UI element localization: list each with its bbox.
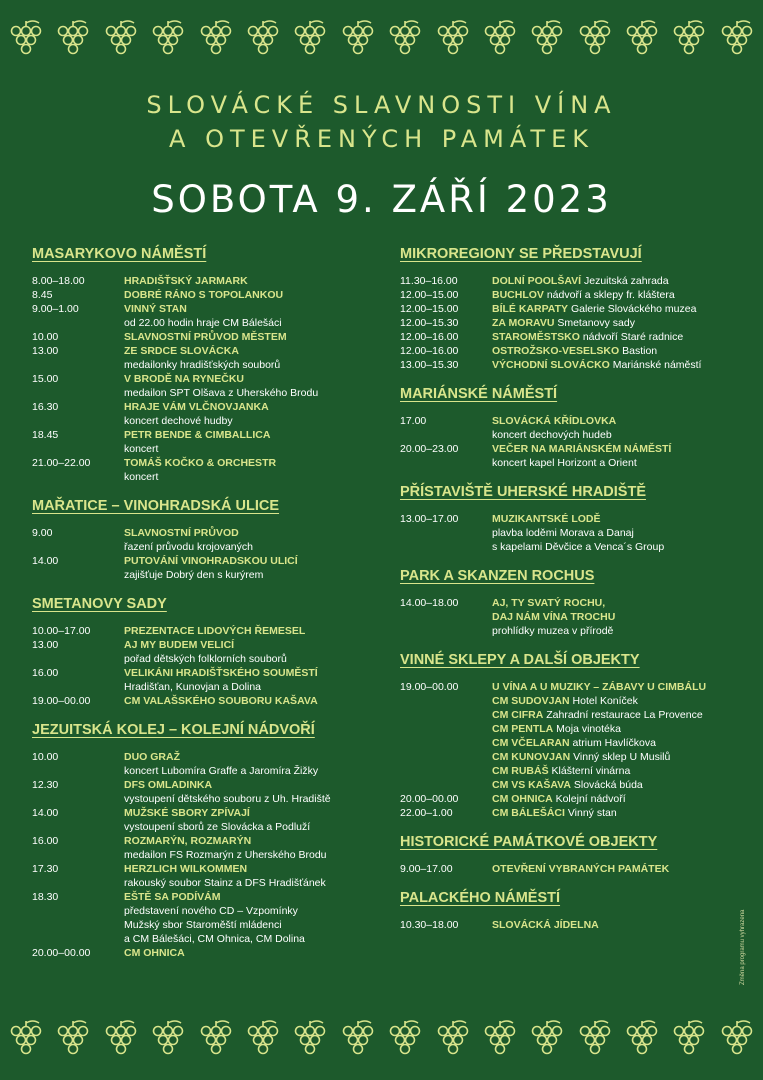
grape-icon	[385, 1019, 425, 1061]
event-note: plavba loděmi Morava a Danaj	[492, 527, 634, 539]
event-name: CM SUDOVJAN	[492, 695, 570, 707]
event-line	[124, 414, 377, 428]
event-line	[124, 288, 377, 302]
program-event	[400, 512, 735, 554]
program-section	[32, 244, 377, 484]
event-line	[492, 414, 735, 428]
event-line	[492, 862, 735, 876]
event-time: 13.00–15.30	[400, 359, 459, 371]
program-event	[400, 442, 735, 470]
event-name: OTEVŘENÍ VYBRANÝCH PAMÁTEK	[492, 863, 670, 875]
event-name: HERZLICH WILKOMMEN	[124, 863, 248, 875]
grape-icon	[196, 1019, 236, 1061]
grape-icon	[717, 1019, 757, 1061]
grape-icon	[527, 1019, 567, 1061]
event-line	[124, 372, 377, 386]
grape-icon	[433, 1019, 473, 1061]
event-line	[124, 316, 377, 330]
event-line	[124, 344, 377, 358]
event-name: DFS OMLADINKA	[124, 779, 213, 791]
event-line	[492, 694, 735, 708]
event-line	[492, 722, 735, 736]
event-time: 13.00	[32, 345, 59, 357]
event-name: PREZENTACE LIDOVÝCH ŘEMESEL	[124, 625, 306, 637]
grape-icon	[338, 19, 378, 61]
grape-icon	[6, 1019, 46, 1061]
event-line	[124, 750, 377, 764]
event-line	[124, 890, 377, 904]
event-line	[492, 274, 735, 288]
program-column-right	[400, 244, 735, 944]
grape-icon	[527, 19, 567, 61]
program-section	[400, 384, 735, 470]
event-line	[124, 652, 377, 666]
event-line	[492, 918, 735, 932]
event-name: SLOVÁCKÁ JÍDELNA	[492, 919, 599, 931]
event-time: 9.00	[32, 527, 53, 539]
event-line	[492, 358, 735, 372]
event-line	[124, 918, 377, 932]
event-line	[492, 302, 735, 316]
event-note: koncert Lubomíra Graffe a Jaromíra Žižky	[124, 765, 319, 777]
event-note: vystoupení sborů ze Slovácka a Podluží	[124, 821, 311, 833]
event-note: medailon SPT Olšava z Uherského Brodu	[124, 387, 319, 399]
event-note: koncert	[124, 471, 159, 483]
event-name: DUO GRAŽ	[124, 751, 180, 763]
program-event	[400, 792, 735, 806]
event-line	[124, 680, 377, 694]
event-line	[492, 624, 735, 638]
event-note: atrium Havlíčkova	[572, 737, 656, 749]
program-event	[32, 946, 377, 960]
event-line	[492, 344, 735, 358]
program-section	[32, 720, 377, 960]
event-time: 20.00–00.00	[32, 947, 91, 959]
event-name: ZE SRDCE SLOVÁCKA	[124, 345, 239, 357]
program-event	[400, 274, 735, 288]
program-event	[32, 638, 377, 666]
event-note: Vinný sklep U Musilů	[573, 751, 671, 763]
event-line	[492, 596, 735, 610]
grape-icon	[148, 1019, 188, 1061]
event-name: CM BÁLEŠÁCI	[492, 807, 565, 819]
event-note: Galerie Slováckého muzea	[570, 303, 697, 315]
event-name: ZA MORAVU	[492, 317, 555, 329]
section-title: SMETANOVY SADY	[32, 596, 167, 612]
event-name: V BRODĚ NA RYNEČKU	[124, 373, 244, 385]
event-name: VINNÝ STAN	[124, 303, 187, 315]
event-time: 18.45	[32, 429, 59, 441]
grape-icon	[53, 1019, 93, 1061]
event-line	[124, 932, 377, 946]
grape-icon	[290, 1019, 330, 1061]
program-event	[400, 358, 735, 372]
event-line	[124, 876, 377, 890]
event-name: EŠTĚ SA PODÍVÁM	[124, 891, 221, 903]
event-time: 14.00–18.00	[400, 597, 459, 609]
event-name: SLOVÁCKÁ KŘÍDLOVKA	[492, 415, 617, 427]
event-note: nádvoří Staré radnice	[582, 331, 684, 343]
event-line	[124, 330, 377, 344]
section-title: MIKROREGIONY SE PŘEDSTAVUJÍ	[400, 246, 642, 262]
event-name: PUTOVÁNÍ VINOHRADSKOU ULICÍ	[124, 555, 298, 567]
event-time: 10.30–18.00	[400, 919, 459, 931]
program-section	[400, 482, 735, 554]
grape-icon	[53, 19, 93, 61]
event-line	[124, 400, 377, 414]
event-line	[492, 512, 735, 526]
event-time: 9.00–17.00	[400, 863, 453, 875]
event-note: Mužský sbor Staroměští mládenci	[124, 919, 282, 931]
event-line	[124, 834, 377, 848]
program-event	[32, 694, 377, 708]
event-line	[124, 568, 377, 582]
event-note: koncert	[124, 443, 159, 455]
event-line	[492, 330, 735, 344]
event-name: VELIKÁNI HRADIŠŤSKÉHO SOUMĚSTÍ	[124, 667, 318, 679]
section-title: PALACKÉHO NÁMĚSTÍ	[400, 890, 561, 906]
event-note: Slovácká búda	[573, 779, 643, 791]
section-title: HISTORICKÉ PAMÁTKOVÉ OBJEKTY	[400, 834, 658, 850]
program-event	[32, 274, 377, 288]
event-name: CM VALAŠSKÉHO SOUBORU KAŠAVA	[124, 695, 318, 707]
event-line	[124, 540, 377, 554]
program-event	[400, 680, 735, 792]
program-section	[400, 244, 735, 372]
section-title: MASARYKOVO NÁMĚSTÍ	[32, 246, 207, 262]
event-name: OSTROŽSKO-VESELSKO	[492, 345, 620, 357]
grape-icon	[433, 19, 473, 61]
grape-icon	[101, 19, 141, 61]
grape-icon	[717, 19, 757, 61]
event-time: 12.30	[32, 779, 59, 791]
event-note: Vinný stan	[567, 807, 617, 819]
event-line	[124, 806, 377, 820]
event-note: Hradišťan, Kunovjan a Dolina	[124, 681, 262, 693]
event-note: koncert kapel Horizont a Orient	[492, 457, 637, 469]
event-name: BUCHLOV	[492, 289, 544, 301]
event-note: vystoupení dětského souboru z Uh. Hradiště	[124, 793, 331, 805]
event-note: nádvoří a sklepy fr. kláštera	[546, 289, 675, 301]
event-line	[492, 442, 735, 456]
program-event	[32, 750, 377, 778]
event-time: 10.00	[32, 331, 59, 343]
event-note: řazení průvodu krojovaných	[124, 541, 253, 553]
event-time: 10.00	[32, 751, 59, 763]
event-time: 9.00–1.00	[32, 303, 79, 315]
event-time: 12.00–16.00	[400, 331, 459, 343]
event-name: SLAVNOSTNÍ PRŮVOD MĚSTEM	[124, 331, 287, 343]
event-time: 12.00–15.00	[400, 289, 459, 301]
event-name: VEČER NA MARIÁNSKÉM NÁMĚSTÍ	[492, 443, 672, 455]
program-event	[400, 330, 735, 344]
grape-icon	[196, 19, 236, 61]
event-note: Hotel Koníček	[572, 695, 638, 707]
event-time: 21.00–22.00	[32, 457, 91, 469]
event-note: představení nového CD – Vzpomínky	[124, 905, 298, 917]
event-line	[124, 946, 377, 960]
poster-title	[0, 88, 763, 156]
event-name: BÍLÉ KARPATY	[492, 303, 569, 315]
event-time: 8.45	[32, 289, 53, 301]
event-name: CM OHNICA	[124, 947, 185, 959]
program-event	[400, 288, 735, 302]
grape-icon	[622, 19, 662, 61]
event-line	[492, 428, 735, 442]
event-time: 12.00–15.30	[400, 317, 459, 329]
event-name: CM CIFRA	[492, 709, 544, 721]
event-line	[492, 316, 735, 330]
event-line	[124, 442, 377, 456]
title-line-2: A OTEVŘENÝCH PAMÁTEK	[169, 125, 594, 153]
program-event	[400, 806, 735, 820]
event-name: CM OHNICA	[492, 793, 553, 805]
event-line	[124, 470, 377, 484]
event-note: koncert dechových hudeb	[492, 429, 612, 441]
event-line	[124, 624, 377, 638]
event-note: rakouský soubor Stainz a DFS Hradišťánek	[124, 877, 326, 889]
event-line	[124, 638, 377, 652]
event-name: AJ, TY SVATÝ ROCHU,	[492, 597, 606, 609]
program-event	[32, 372, 377, 400]
program-event	[32, 330, 377, 344]
grape-icon	[243, 19, 283, 61]
grape-icon	[290, 19, 330, 61]
event-time: 16.30	[32, 401, 59, 413]
event-line	[124, 792, 377, 806]
grape-border-top	[0, 10, 763, 70]
event-line	[492, 778, 735, 792]
event-note: Klášterní vinárna	[551, 765, 631, 777]
grape-icon	[575, 19, 615, 61]
program-section	[400, 650, 735, 820]
event-name: U VÍNA A U MUZIKY – ZÁBAVY U CIMBÁLU	[492, 681, 707, 693]
event-time: 12.00–16.00	[400, 345, 459, 357]
event-time: 18.30	[32, 891, 59, 903]
event-time: 16.00	[32, 835, 59, 847]
program-event	[32, 302, 377, 330]
grape-icon	[480, 19, 520, 61]
event-line	[124, 456, 377, 470]
event-line	[124, 554, 377, 568]
event-line	[124, 302, 377, 316]
event-name: TOMÁŠ KOČKO & ORCHESTR	[124, 457, 277, 469]
program-event	[400, 316, 735, 330]
event-name: SLAVNOSTNÍ PRŮVOD	[124, 527, 239, 539]
event-name: STAROMĚSTSKO	[492, 331, 580, 343]
event-name: PETR BENDE & CIMBALLICA	[124, 429, 271, 441]
event-name: HRAJE VÁM VLČNOVJANKA	[124, 401, 269, 413]
grape-icon	[622, 1019, 662, 1061]
program-event	[32, 400, 377, 428]
event-time: 16.00	[32, 667, 59, 679]
event-line	[124, 694, 377, 708]
event-line	[124, 904, 377, 918]
grape-icon	[385, 19, 425, 61]
event-note: Moja vinotéka	[556, 723, 621, 735]
event-note: a CM Bálešáci, CM Ohnica, CM Dolina	[124, 933, 305, 945]
program-event	[32, 428, 377, 456]
event-time: 8.00–18.00	[32, 275, 85, 287]
grape-icon	[669, 19, 709, 61]
event-line	[124, 358, 377, 372]
event-note: medailon FS Rozmarýn z Uherského Brodu	[124, 849, 327, 861]
event-line	[492, 680, 735, 694]
event-line	[492, 792, 735, 806]
section-title: VINNÉ SKLEPY A DALŠÍ OBJEKTY	[400, 652, 640, 668]
program-event	[32, 666, 377, 694]
program-event	[32, 890, 377, 946]
event-time: 13.00	[32, 639, 59, 651]
grape-border-bottom	[0, 1010, 763, 1070]
event-note: Bastion	[622, 345, 658, 357]
event-time: 17.00	[400, 415, 427, 427]
event-name: DAJ NÁM VÍNA TROCHU	[492, 611, 616, 623]
program-event	[400, 302, 735, 316]
event-note: Mariánské náměstí	[612, 359, 702, 371]
program-event	[32, 288, 377, 302]
event-note: od 22.00 hodin hraje CM Bálešáci	[124, 317, 282, 329]
section-title: PŘÍSTAVIŠTĚ UHERSKÉ HRADIŠTĚ	[400, 484, 646, 500]
program-event	[400, 918, 735, 932]
grape-icon	[148, 19, 188, 61]
grape-icon	[6, 19, 46, 61]
event-note: Smetanovy sady	[557, 317, 635, 329]
program-section	[400, 566, 735, 638]
program-event	[32, 778, 377, 806]
event-time: 19.00–00.00	[400, 681, 459, 693]
program-event	[32, 862, 377, 890]
event-note: zajišťuje Dobrý den s kurýrem	[124, 569, 264, 581]
event-line	[124, 862, 377, 876]
event-line	[124, 386, 377, 400]
grape-icon	[575, 1019, 615, 1061]
section-title: PARK A SKANZEN ROCHUS	[400, 568, 595, 584]
event-name: CM VS KAŠAVA	[492, 779, 571, 791]
program-event	[32, 624, 377, 638]
event-line	[124, 764, 377, 778]
event-time: 14.00	[32, 807, 59, 819]
event-note: Kolejní nádvoří	[555, 793, 626, 805]
event-line	[124, 666, 377, 680]
program-event	[400, 596, 735, 638]
event-note: medailonky hradišťských souborů	[124, 359, 281, 371]
event-name: ROZMARÝN, ROZMARÝN	[124, 835, 252, 847]
program-event	[32, 344, 377, 372]
event-line	[492, 750, 735, 764]
event-line	[124, 274, 377, 288]
title-line-1: SLOVÁCKÉ SLAVNOSTI VÍNA	[146, 91, 617, 119]
event-line	[492, 806, 735, 820]
event-line	[492, 610, 735, 624]
event-time: 22.00–1.00	[400, 807, 453, 819]
event-name: VÝCHODNÍ SLOVÁCKO	[492, 359, 610, 371]
event-line	[124, 428, 377, 442]
event-time: 10.00–17.00	[32, 625, 91, 637]
event-note: prohlídky muzea v přírodě	[492, 625, 614, 637]
event-line	[124, 526, 377, 540]
event-time: 15.00	[32, 373, 59, 385]
program-event	[400, 862, 735, 876]
event-note: Zahradní restaurace La Provence	[546, 709, 703, 721]
event-time: 13.00–17.00	[400, 513, 459, 525]
event-name: HRADIŠŤSKÝ JARMARK	[124, 275, 248, 287]
event-time: 14.00	[32, 555, 59, 567]
section-title: JEZUITSKÁ KOLEJ – KOLEJNÍ NÁDVOŘÍ	[32, 722, 315, 738]
event-note: pořad dětských folklorních souborů	[124, 653, 287, 665]
event-line	[492, 540, 735, 554]
event-note: s kapelami Děvčice a Venca´s Group	[492, 541, 665, 553]
program-event	[400, 414, 735, 442]
event-line	[492, 288, 735, 302]
program-event	[400, 344, 735, 358]
event-line	[492, 456, 735, 470]
event-name: AJ MY BUDEM VELICÍ	[124, 639, 235, 651]
program-column-left	[32, 244, 377, 972]
grape-icon	[243, 1019, 283, 1061]
event-name: CM VČELARAN	[492, 737, 570, 749]
event-time: 20.00–23.00	[400, 443, 459, 455]
event-time: 11.30–16.00	[400, 275, 458, 287]
program-event	[32, 806, 377, 834]
event-time: 20.00–00.00	[400, 793, 459, 805]
event-note: Jezuitská zahrada	[583, 275, 669, 287]
grape-icon	[480, 1019, 520, 1061]
event-time: 19.00–00.00	[32, 695, 91, 707]
event-line	[492, 736, 735, 750]
event-line	[492, 708, 735, 722]
program-section	[32, 594, 377, 708]
event-time: 12.00–15.00	[400, 303, 459, 315]
event-name: MUŽSKÉ SBORY ZPÍVAJÍ	[124, 807, 250, 819]
section-title: MAŘATICE – VINOHRADSKÁ ULICE	[32, 498, 280, 514]
event-line	[492, 526, 735, 540]
grape-icon	[338, 1019, 378, 1061]
program-event	[32, 554, 377, 582]
event-time: 17.30	[32, 863, 59, 875]
grape-icon	[669, 1019, 709, 1061]
event-name: MUZIKANTSKÉ LODĚ	[492, 513, 601, 525]
grape-icon	[101, 1019, 141, 1061]
event-name: CM RUBÁŠ	[492, 765, 549, 777]
event-date: SOBOTA 9. ZÁŘÍ 2023	[151, 178, 612, 221]
section-title: MARIÁNSKÉ NÁMĚSTÍ	[400, 386, 558, 402]
event-note: koncert dechové hudby	[124, 415, 233, 427]
event-line	[124, 848, 377, 862]
program-event	[32, 834, 377, 862]
program-section	[400, 888, 735, 932]
program-section	[32, 496, 377, 582]
event-name: CM PENTLA	[492, 723, 554, 735]
event-line	[124, 820, 377, 834]
event-line	[124, 778, 377, 792]
event-name: DOLNÍ POOLŠAVÍ	[492, 275, 582, 287]
side-note: Změna programu vyhrazena	[740, 909, 746, 985]
event-name: CM KUNOVJAN	[492, 751, 571, 763]
event-name: DOBRÉ RÁNO S TOPOLANKOU	[124, 289, 284, 301]
program-event	[32, 526, 377, 554]
event-line	[492, 764, 735, 778]
program-section	[400, 832, 735, 876]
program-event	[32, 456, 377, 484]
